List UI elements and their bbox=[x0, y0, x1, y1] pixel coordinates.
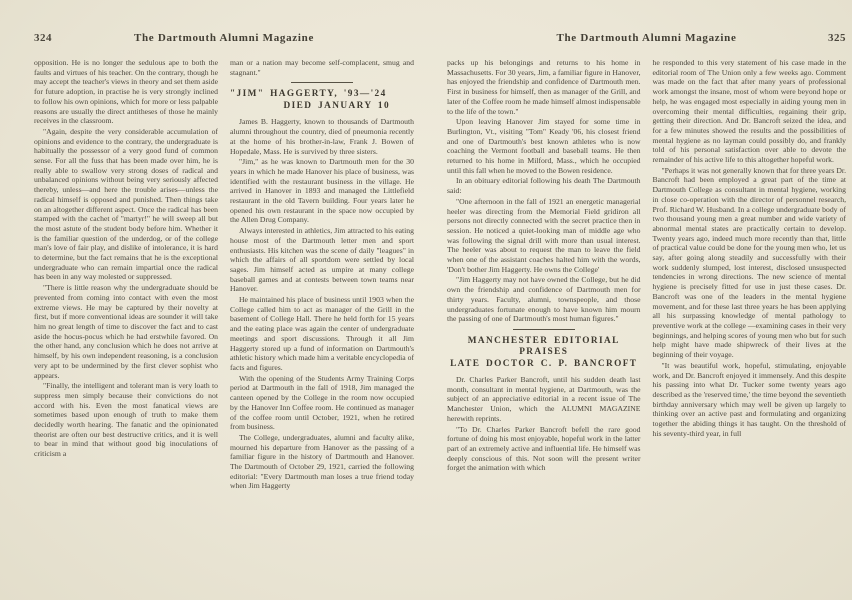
page-324-body bbox=[34, 58, 414, 492]
paragraph: "Again, despite the very considerable accumulation of opinions and evidence to the contrary, the undergraduate is habitually the possessor of a very good fund of common sense. For all the fuss that has been made over him, he is really able to swallow very strong doses of radical and unbalanced opinions without being very seriously affected thereby, unless—and here the trouble arises—unless the radical himself is opposed and punished. Then things take on an altogether different aspect. Once the radical has been stamped with the cachet of "martyr!" he will sweep all but the most astute of the student body before him. Whether it is the familiar question of the underdog, or of the college man's love of fair play, and dislike of intolerance, it is hard to determine, but the fact remains that he is the exceptional undergraduate who can remain impartial once the radical has been in any way molested or suppressed. bbox=[34, 126, 218, 282]
page-number: 324 bbox=[34, 32, 52, 44]
page-325-body bbox=[447, 58, 846, 474]
paragraph: "Perhaps it was not generally known that for three years Dr. Bancroft had been employed a great part of the time at Dartmouth College as consultant in mental hygiene, working in close co-operation with the director of personnel research, Prof. Richard W. Husband. In a college undergraduate body of two thousand young men a great number and wide variety of abnormal mental states are practically certain to develop. Twenty years ago, indeed much more recently than that, little of practical value could be done for the young men who, let us say, after going along steadily and successfully with their work suddenly slumped, lost interest, disclosed unsuspected tendencies in wrong directions. The new science of mental hygiene is precisely fitted for use in just these cases. Dr. Bancroft was one of the leaders in the mental hygiene movement, and for these last three years he has been applying all his surpassing knowledge of mental pathology to preventive work at the college —examining cases in their very beginnings, and helping scores of young men who but for such help might have made shipwreck of their lives at the beginning of their voyage. bbox=[652, 165, 846, 360]
paragraph: Always interested in athletics, Jim attracted to his eating house most of the Dartmouth letter men and sport enthusiasts. His kitchen was the scene of daily "leagues" in which the affairs of all sportdom were settled by local sages. Jim himself acted as umpire at many college baseball games and at contests between town teams near Hanover. bbox=[230, 226, 414, 294]
section-divider bbox=[291, 82, 353, 83]
article-headline-line2: DIED JANUARY 10 bbox=[283, 101, 390, 112]
paragraph: opposition. He is no longer the sedulous ape to both the faults and virtues of his teacher. On the contrary, though he may accept the teacher's views in theory and set them aside for future adoption, in practise he is very strongly inclined to follow his own opinions, which for more or less palpable reasons are usually the direct antitheses of those he mainly receives in the classroom. bbox=[34, 58, 218, 126]
article-headline-line1: "JIM" HAGGERTY, '93—'24 bbox=[230, 89, 387, 100]
paragraph: man or a nation may become self-complacent, smug and stagnant." bbox=[230, 58, 414, 77]
paragraph: Upon leaving Hanover Jim stayed for some time in Burlington, Vt., visiting "Tom" Keady '06, his closest friend and one of Dartmouth's best known athletes who is now coaching the Vermont football and baseball teams. He then returned to his home in Milford, Mass., which he occupied until this fall when he moved to the Bowen residence. bbox=[447, 117, 641, 175]
page-324 bbox=[8, 0, 420, 600]
paragraph: "One afternoon in the fall of 1921 an energetic managerial heeler was directing from the Memorial Field gridiron all persons not directly connected with the secret practice then in session. He noticed a quiet-looking man of middle age who was following the signal drill with more than usual interest. The heeler was about to request the man to leave the field when one of the assistant coaches halted him with the words, 'Don't bother Jim Haggerty. He owns the College' bbox=[447, 196, 641, 274]
section-divider bbox=[513, 329, 575, 330]
page-324-column-1 bbox=[34, 58, 218, 492]
paragraph: With the opening of the Students Army Training Corps period at Dartmouth in the fall of 1918, Jim managed the canteen opened by the College in the room now occupied by the Hanover Inn Coffee room. He continued as manager of the coffee room until October, 1921, when he retired from business. bbox=[230, 373, 414, 432]
page-325-column-1 bbox=[447, 58, 641, 474]
paragraph: "It was beautiful work, hopeful, stimulating, enjoyable work, and Dr. Bancroft enjoyed it immensely. And this despite his passing into what Dr. Tucker some twenty years ago described as the 'reserved time,' the time beyond the seventieth birthday anniversary which may well be given up largely to thinking over an active past and formulating and organizing together the abiding things it has taught. On the threshold of his seventy-third year, in full bbox=[652, 360, 846, 438]
page-number: 325 bbox=[828, 32, 846, 44]
paragraph: "Jim," as he was known to Dartmouth men for the 30 years in which he made Hanover his place of business, was identified with the restaurant business in the village. He arrived in Hanover in 1893 and managed the Littlefield restaurant in the old Tavern building. Four years later he opened his own restaurant in the space now occupied by the Allen Drug Company. bbox=[230, 157, 414, 225]
magazine-title: The Dartmouth Alumni Magazine bbox=[556, 32, 737, 44]
page-324-column-2 bbox=[230, 58, 414, 492]
paragraph: "Finally, the intelligent and tolerant man is very loath to suppress men simply because their convictions do not accord with his. Even the most fanatical views are sometimes based upon enough of truth to make them decidedly worth hearing. The fanatic and the opinionated theorist are often our best destructive critics, and it is well to bear in mind that without good big inoculations of criticism a bbox=[34, 381, 218, 459]
article-headline-line1: MANCHESTER EDITORIAL PRAISES bbox=[467, 335, 620, 357]
page-325-header bbox=[447, 32, 846, 44]
paragraph: He maintained his place of business until 1903 when the College called him to act as manager of the Grill in the basement of College Hall. There he held forth for 15 years and the eating place was again the center of undergraduate meetings and sport discussions. Through it all Jim Haggerty stored up a fund of information on Dartmouth's athletic history which made him a veritable encyclopedia of facts and figures. bbox=[230, 295, 415, 372]
magazine-title: The Dartmouth Alumni Magazine bbox=[133, 32, 315, 44]
paragraph: James B. Haggerty, known to thousands of Dartmouth alumni throughout the country, died of pneumonia recently at the home of his brother-in-law, Frank J. Bowen of Hopedale, Mass. He is survived by three sisters. bbox=[230, 117, 414, 156]
page-325-column-2 bbox=[653, 58, 847, 474]
paragraph: The College, undergraduates, alumni and faculty alike, mourned his departure from Hanover as the passing of a familiar figure in the history of Dartmouth and Hanover. The Dartmouth of October 29, 1921, carried the following editorial: "Every Dartmouth man loses a true friend today when Jim Haggerty bbox=[230, 432, 414, 491]
paragraph: Dr. Charles Parker Bancroft, until his sudden death last month, consultant in mental hygiene, at Dartmouth, was the subject of an appreciative editorial in a recent issue of The Manchester Union, which the ALUMNI MAGAZINE herewith reprints. bbox=[447, 374, 641, 423]
paragraph: In an obituary editorial following his death The Dartmouth said: bbox=[447, 176, 641, 196]
paragraph: he responded to this very statement of his case made in the editorial room of The Union only a few weeks ago. Comment was made on the fact that after many years of professional work amongst the insane, most of whom were beyond hope or help, he was engaged most especially in aiding young men in overcoming their mental difficulties, regaining their grip, getting their direction. And Dr. Bancroft seized the idea, and for a few minutes showed the results and the possibilities of mental hygiene as no layman could possibly do, and frankly told of his personal satisfaction over able to devote the remainder of his active life to this altogether hopeful work. bbox=[652, 58, 846, 165]
paragraph: "Jim Haggerty may not have owned the College, but he did own the friendship and confidence of Dartmouth men for thirty years. Faculty, alumni, townspeople, and those undergraduates fortunate enough to have known him mourn the passing of one of Dartmouth's most human figures." bbox=[447, 275, 641, 324]
paragraph: "To Dr. Charles Parker Bancroft befell the rare good fortune of doing his most enjoyable, hopeful work in the latter part of an extremely active and influential life. He himself was deeply conscious of this. Not soon will the present writer forget the animation with which bbox=[447, 424, 641, 473]
page-325 bbox=[434, 0, 852, 600]
paragraph: "There is little reason why the undergraduate should be prevented from coming into contact with even the most extreme views. He may be captured by their novelty at first, but if more conventional ideas are sounder it will take him no great length of time to discover the fact and to cast aside the hocus-pocus which he had erstwhile favored. On the other hand, any conclusion which he does not arrive at himself, by his own independent reasoning, is a conclusion very apt to be undermined by the first clever sophist who appears. bbox=[34, 283, 218, 380]
paragraph: packs up his belongings and returns to his home in Massachusetts. For 30 years, Jim, a familiar figure in Hanover, has enjoyed the friendship and confidence of Dartmouth men. First in business for himself, then as manager of the Grill, and later of the Coffee room he made himself almost indispensable to the life of the town." bbox=[447, 58, 641, 116]
page-324-header bbox=[34, 32, 414, 44]
article-headline-line2: LATE DOCTOR C. P. BANCROFT bbox=[450, 358, 638, 369]
